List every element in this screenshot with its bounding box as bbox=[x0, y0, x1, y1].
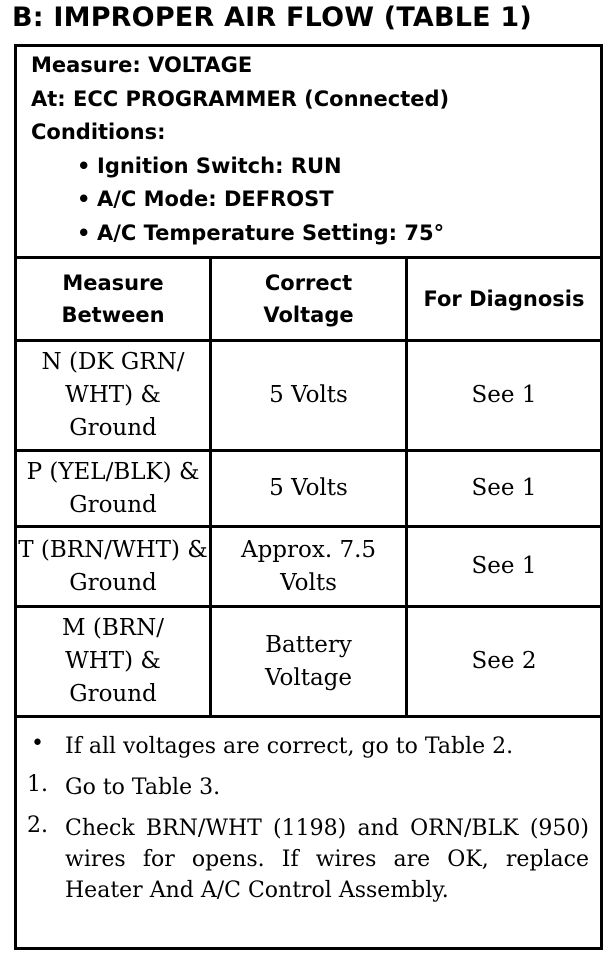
condition-item: • A/C Mode: DEFROST bbox=[77, 187, 334, 211]
divider bbox=[17, 715, 600, 718]
condition-item: • A/C Temperature Setting: 75° bbox=[77, 221, 445, 245]
measure-line: Measure: VOLTAGE bbox=[31, 53, 253, 77]
condition-item: • Ignition Switch: RUN bbox=[77, 154, 342, 178]
test-conditions bbox=[17, 47, 600, 256]
bullet-icon: • bbox=[77, 221, 91, 245]
table-cell-diagnosis: See 2 bbox=[471, 648, 537, 674]
table-cell-voltage: 5 Volts bbox=[269, 475, 348, 501]
table-cell-measure: N (DK GRN/ WHT) & Ground bbox=[41, 349, 185, 441]
table-cell-measure: P (YEL/BLK) & Ground bbox=[26, 458, 200, 518]
at-line: At: ECC PROGRAMMER (Connected) bbox=[31, 87, 450, 111]
table-cell-voltage: 5 Volts bbox=[269, 382, 348, 408]
bullet-icon: • bbox=[31, 731, 44, 756]
table-cell-measure: M (BRN/ WHT) & Ground bbox=[62, 615, 164, 707]
conditions-label: Conditions: bbox=[31, 120, 166, 144]
table-cell-diagnosis: See 1 bbox=[471, 382, 537, 408]
table-cell-voltage: Approx. 7.5 Volts bbox=[240, 536, 377, 596]
table-cell-diagnosis: See 1 bbox=[471, 475, 537, 501]
column-header-measure: Measure Between bbox=[61, 271, 165, 327]
bullet-icon: • bbox=[77, 187, 91, 211]
table-cell-measure: T (BRN/WHT) & Ground bbox=[18, 536, 208, 596]
column-header-voltage: Correct Voltage bbox=[263, 271, 354, 327]
table-cell-voltage: Battery Voltage bbox=[265, 631, 352, 691]
column-header-diagnosis: For Diagnosis bbox=[423, 287, 585, 311]
page-title: B: IMPROPER AIR FLOW (TABLE 1) bbox=[12, 2, 532, 33]
table-cell-diagnosis: See 1 bbox=[471, 553, 537, 579]
bullet-icon: • bbox=[77, 154, 91, 178]
diagnostic-table-box: Measure: VOLTAGE At: ECC PROGRAMMER (Connected) Conditions: • Ignition Switch: RUN • A/C Mode: DEFROST • A/C Temperature Setting: 75° Measure Between Correct Voltage For Diagnosis N (DK GRN/ WHT) & Ground 5 Volts See 1 P (YEL/BLK) & Ground 5 Volts See 1 T (BRN/WHT) & Ground Approx. 7.5 Volts See 1 M (BRN/ WHT) & Ground Battery Voltage See 2 • If all voltages are correct, go to Table 2. 1. Go to Table 3. 2. Check BRN/WHT (1198) and ORN/BLK (950) wires for opens. If wires are OK, replace Heater And A/C Control Assembly. bbox=[14, 44, 603, 950]
